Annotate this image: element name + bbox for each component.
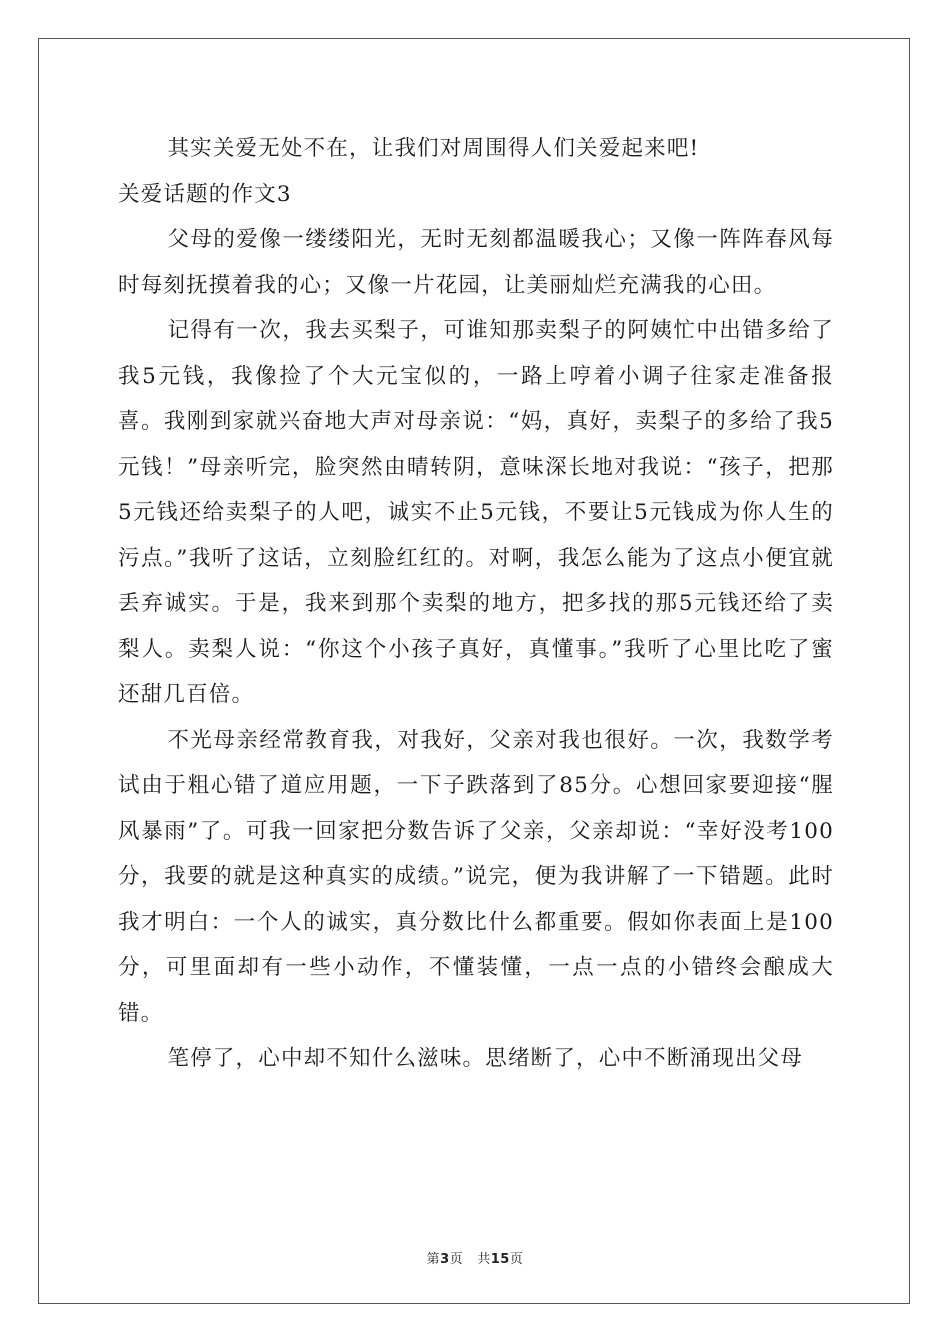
page-current: 3: [440, 1252, 450, 1267]
page-prefix: 第: [426, 1252, 441, 1267]
paragraph-father-story: 不光母亲经常教育我，对我好，父亲对我也很好。一次，我数学考试由于粗心错了道应用题，一下子跌落到了85分。心想回家要迎接“腥风暴雨”了。可我一回家把分数告诉了父亲，父亲却说：“幸好没考100分，我要的就是这种真实的成绩。”说完，便为我讲解了一下错题。此时我才明白：一个人的诚实，真分数比什么都重要。假如你表面上是100分，可里面却有一些小动作，不懂装懂，一点一点的小错终会酿成大错。: [118, 727, 834, 1026]
paragraph-intro: 父母的爱像一缕缕阳光，无时无刻都温暖我心；又像一阵阵春风每时每刻抚摸着我的心；又像一片花园，让美丽灿烂充满我的心田。: [118, 227, 834, 298]
page-unit: 页: [449, 1252, 464, 1267]
paragraph-conclusion: 笔停了，心中却不知什么滋味。思绪断了，心中不断涌现出父母: [167, 1046, 804, 1071]
paragraph-pears-story: 记得有一次，我去买梨子，可谁知那卖梨子的阿姨忙中出错多给了我5元钱，我像捡了个大元宝似的，一路上哼着小调子往家走准备报喜。我刚到家就兴奋地大声对母亲说：“妈，真好，卖梨子的多给了我5元钱！”母亲听完，脸突然由晴转阴，意味深长地对我说：“孩子，把那5元钱还给卖梨子的人吧，诚实不止5元钱，不要让5元钱成为你人生的污点。”我听了这话，立刻脸红红的。对啊，我怎么能为了这点小便宜就丢弃诚实。于是，我来到那个卖梨的地方，把多找的那5元钱还给了卖梨人。卖梨人说：“你这个小孩子真好，真懂事。”我听了心里比吃了蜜还甜几百倍。: [118, 318, 834, 707]
section-heading: 关爱话题的作文3: [118, 181, 292, 207]
total-prefix: 共: [477, 1252, 491, 1267]
page-total: 15: [490, 1252, 510, 1267]
document-body: [118, 126, 834, 1082]
total-unit: 页: [509, 1252, 524, 1267]
paragraph-closing: 其实关爱无处不在，让我们对周围得人们关爱起来吧!: [167, 136, 700, 161]
page-footer: [0, 1248, 950, 1267]
